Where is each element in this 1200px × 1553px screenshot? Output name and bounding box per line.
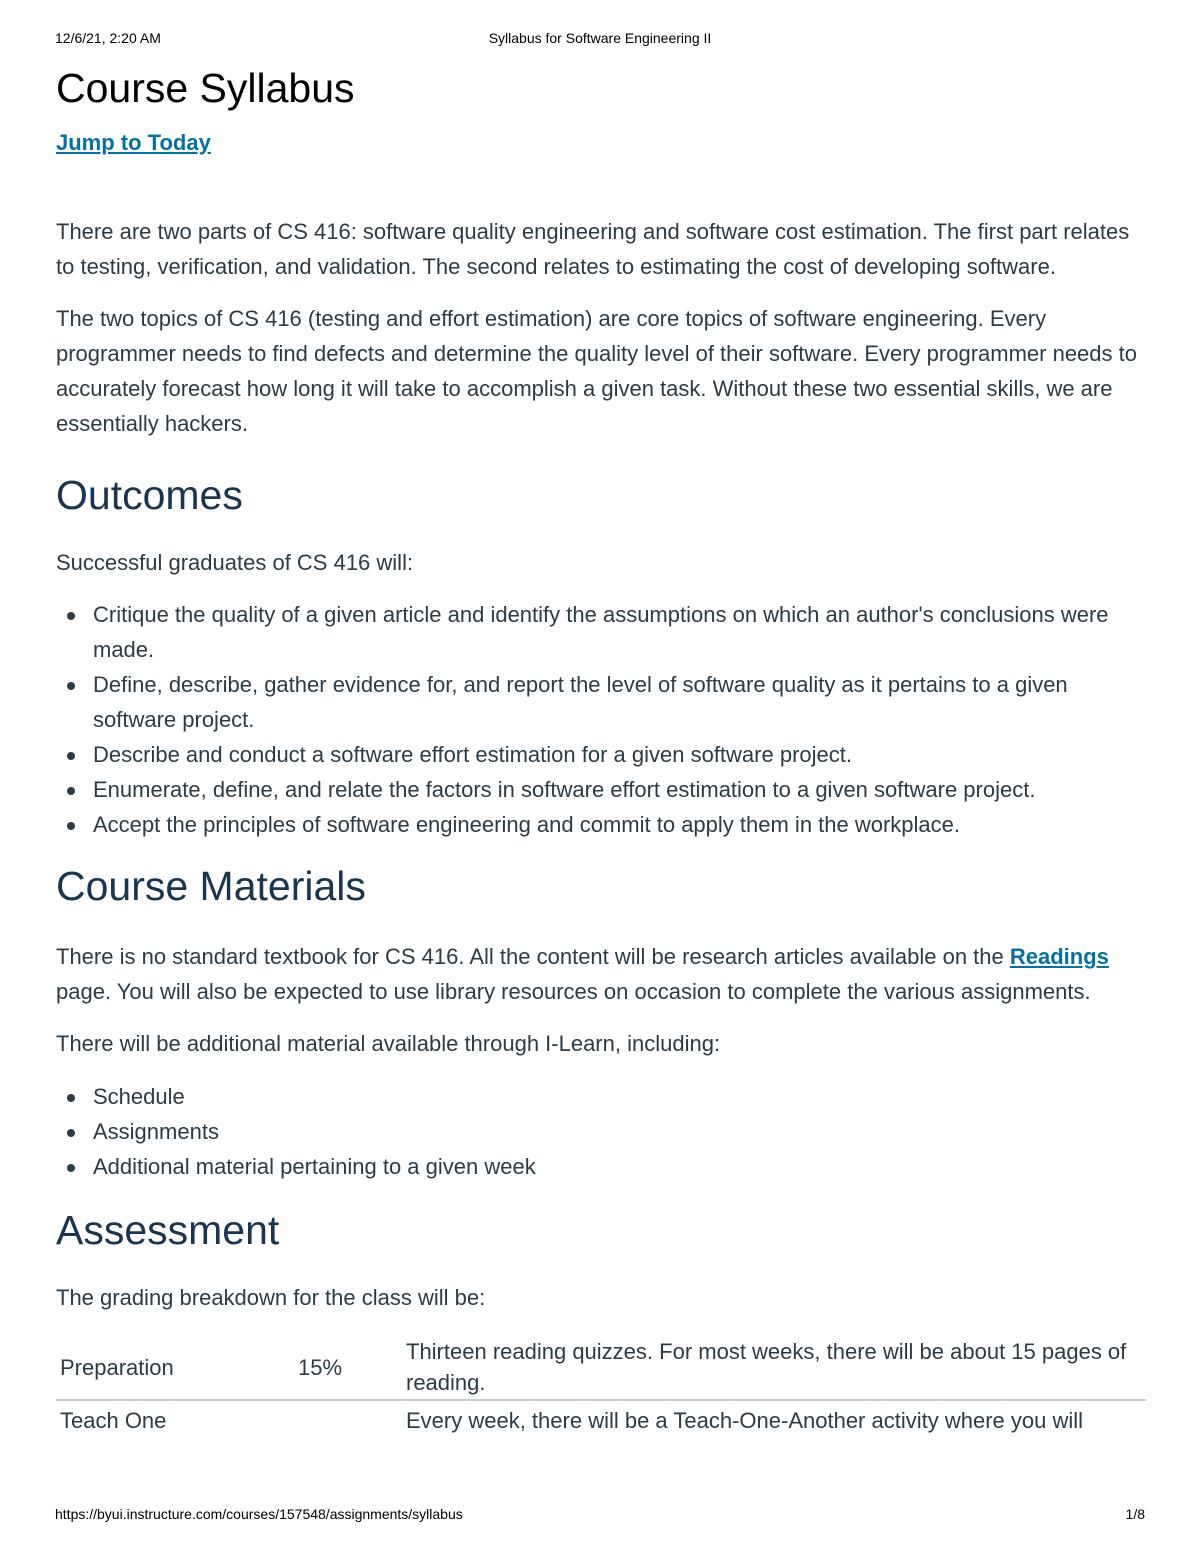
list-item: Assignments [93, 1114, 1146, 1149]
list-item: Additional material pertaining to a given week [93, 1149, 1146, 1184]
outcomes-lead: Successful graduates of CS 416 will: [56, 550, 414, 575]
materials-paragraph-1 [56, 939, 1146, 1009]
grade-category: Teach One [60, 1408, 167, 1433]
print-url: https://byui.instructure.com/courses/157548/assignments/syllabus [55, 1506, 463, 1522]
list-item: Critique the quality of a given article and identify the assumptions on which an author's conclusions were made. [93, 597, 1146, 667]
print-datetime: 12/6/21, 2:20 AM [55, 30, 161, 46]
syllabus-content [56, 62, 1146, 1436]
list-item: Schedule [93, 1079, 1146, 1114]
readings-link[interactable]: Readings [1009, 944, 1109, 969]
page-number: 1/8 [1125, 1506, 1145, 1522]
assessment-lead: The grading breakdown for the class will be: [56, 1285, 486, 1310]
course-materials-heading: Course Materials [56, 863, 366, 909]
list-item: Define, describe, gather evidence for, and report the level of software quality as it pertains to a given software project. [93, 667, 1146, 737]
grade-weight [294, 1400, 402, 1436]
list-item: Accept the principles of software engineering and commit to apply them in the workplace. [93, 807, 1146, 842]
outcomes-heading: Outcomes [56, 472, 243, 518]
list-item: Describe and conduct a software effort estimation for a given software project. [93, 737, 1146, 772]
grade-category: Preparation [56, 1335, 294, 1400]
list-item: Enumerate, define, and relate the factors in software effort estimation to a given software project. [93, 772, 1146, 807]
materials-text-before: There is no standard textbook for CS 416. All the content will be research articles available on the [56, 944, 1010, 969]
intro-paragraph-1: There are two parts of CS 416: software quality engineering and software cost estimation. The first part relates to testing, verification, and validation. The second relates to estimating the cost of developing software. [56, 219, 1130, 279]
grade-weight: 15% [294, 1335, 402, 1400]
table-row [56, 1335, 1146, 1400]
jump-to-today-link[interactable]: Jump to Today [56, 130, 211, 155]
grading-table [56, 1335, 1146, 1436]
materials-list [56, 1079, 1146, 1184]
grade-description: Every week, there will be a Teach-One-Another activity where you will [406, 1408, 1084, 1433]
print-page-title: Syllabus for Software Engineering II [488, 30, 712, 46]
outcomes-list [56, 597, 1146, 842]
print-footer [55, 1506, 1145, 1526]
materials-paragraph-2: There will be additional material available through I-Learn, including: [56, 1031, 721, 1056]
intro-paragraph-2: The two topics of CS 416 (testing and effort estimation) are core topics of software engineering. Every programmer needs to find defects and determine the quality level of their software. Every programmer needs to accurately forecast how long it will take to accomplish a given task. Without these two essential skills, we are essentially hackers. [56, 306, 1137, 436]
grade-description: Thirteen reading quizzes. For most weeks, there will be about 15 pages of reading. [402, 1335, 1146, 1400]
print-header [55, 30, 1145, 50]
assessment-heading: Assessment [56, 1207, 280, 1253]
table-row [56, 1400, 1146, 1436]
materials-text-after: page. You will also be expected to use library resources on occasion to complete the various assignments. [56, 979, 1091, 1004]
page-title: Course Syllabus [56, 65, 355, 111]
